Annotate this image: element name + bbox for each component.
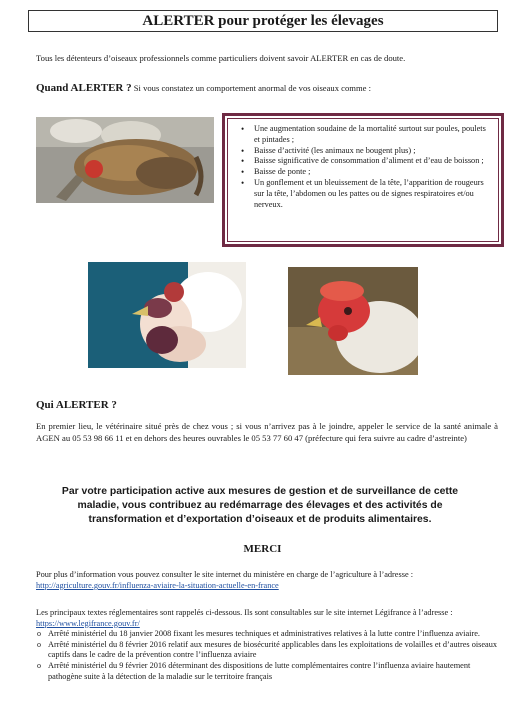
symptoms-box bbox=[222, 113, 504, 247]
legal-intro-text: Les principaux textes réglementaires sont rappelés ci-dessous. Ils sont consultables sur le site internet Légifrance à l’adresse : bbox=[36, 608, 453, 617]
bird-head-photo bbox=[88, 262, 246, 368]
chicken-head-photo bbox=[288, 267, 418, 375]
participation-message: Par votre participation active aux mesures de gestion et de surveillance de cette maladie, vous contribuez au redémarrage des élevages et des activités de transformation et d’exportation d’oiseaux et de produits alimentaires. bbox=[61, 486, 459, 525]
symptom-item: • Baisse d’activité (les animaux ne bougent plus) ; bbox=[254, 146, 490, 157]
sick-bird-photo-1 bbox=[36, 117, 214, 203]
merci-heading: MERCI bbox=[243, 543, 282, 555]
symptom-item: • Un gonflement et un bleuissement de la tête, l’apparition de rougeurs sur la tête, l’abdomen ou les pattes ou de signes respiratoires et/ou nerveux. bbox=[254, 178, 490, 210]
quand-text: Si vous constatez un comportement anormal de vos oiseaux comme : bbox=[133, 83, 371, 93]
quand-section bbox=[36, 82, 506, 94]
agriculture-link[interactable]: http://agriculture.gouv.fr/influenza-aviaire-la-situation-actuelle-en-france bbox=[36, 581, 279, 590]
legal-intro bbox=[36, 608, 500, 629]
info-text: Pour plus d’information vous pouvez consulter le site internet du ministère en charge de l’agriculture à l’adresse : bbox=[36, 570, 414, 579]
legal-item: o Arrêté ministériel du 9 février 2016 déterminant des dispositions de lutte complémentaires contre l’influenza aviaire hautement pathogène suite à la détection de la maladie sur le territoire français bbox=[48, 661, 500, 682]
symptom-item: • Une augmentation soudaine de la mortalité surtout sur poules, poulets et pintades ; bbox=[254, 124, 490, 146]
page-title: ALERTER pour protéger les élevages bbox=[28, 10, 498, 32]
qui-text: En premier lieu, le vétérinaire situé près de chez vous ; si vous n’arrivez pas à le joindre, appeler le service de la santé animale à AGEN au 05 53 98 66 11 et en dehors des heures ouvrables le 05 53 77 60 47 (préfecture qui fera suivre au cadre d’astreinte) bbox=[36, 421, 498, 443]
legal-item: o Arrêté ministériel du 18 janvier 2008 fixant les mesures techniques et administratives relatives à la lutte contre l’influenza aviaire. bbox=[48, 629, 500, 640]
intro-text: Tous les détenteurs d’oiseaux professionnels comme particuliers doivent savoir ALERTER en cas de doute. bbox=[36, 53, 406, 63]
symptom-item: • Baisse significative de consommation d’aliment et d’eau de boisson ; bbox=[254, 156, 490, 167]
qui-heading: Qui ALERTER ? bbox=[36, 399, 117, 411]
legifrance-link[interactable]: https://www.legifrance.gouv.fr/ bbox=[36, 618, 140, 628]
legal-item: o Arrêté ministériel du 8 février 2016 relatif aux mesures de biosécurité applicables dans les exploitations de volailles et d’autres oiseaux captifs dans le cadre de la prévention contre l’influenza aviaire bbox=[48, 640, 500, 661]
legal-list bbox=[36, 629, 500, 682]
legal-section bbox=[36, 608, 500, 682]
symptom-item: • Baisse de ponte ; bbox=[254, 167, 490, 178]
symptoms-list bbox=[240, 124, 490, 210]
quand-heading: Quand ALERTER ? bbox=[36, 82, 132, 94]
info-section bbox=[36, 569, 500, 591]
symptoms-inner bbox=[227, 118, 499, 242]
